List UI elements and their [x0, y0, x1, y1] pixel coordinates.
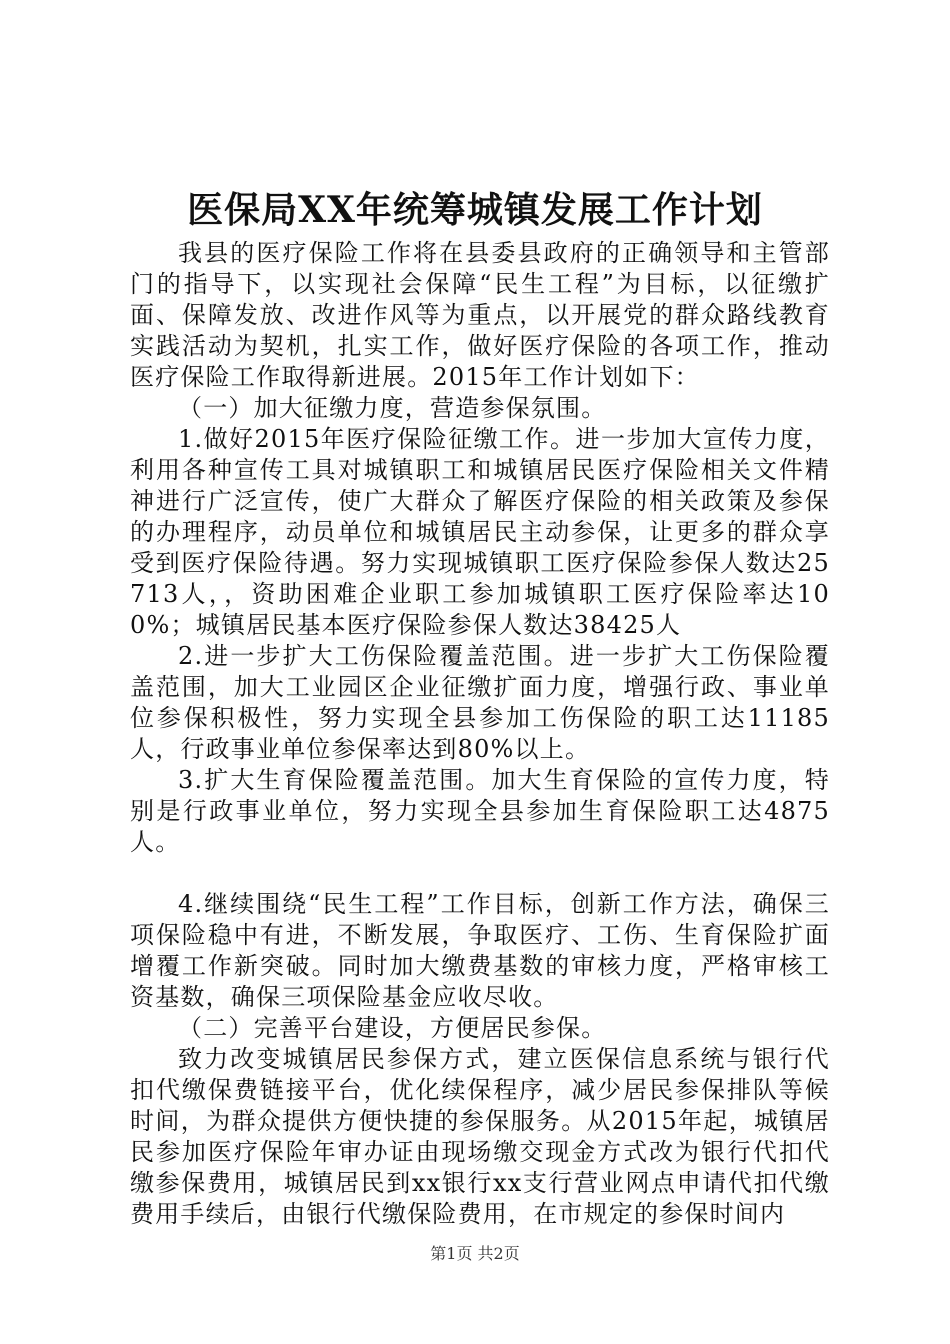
intro-paragraph: 我县的医疗保险工作将在县委县政府的正确领导和主管部门的指导下，以实现社会保障“民生工程”为目标，以征缴扩面、保障发放、改进作风等为重点，以开展党的群众路线教育实践活动为契机，扎实工作，做好医疗保险的各项工作，推动医疗保险工作取得新进展。2015年工作计划如下：: [130, 239, 830, 391]
section-heading-1: （一）加大征缴力度，营造参保氛围。: [178, 394, 607, 422]
item-paragraph-3: 3.扩大生育保险覆盖范围。加大生育保险的宣传力度，特别是行政事业单位，努力实现全县参加生育保险职工达4875人。: [130, 766, 830, 856]
item-paragraph-1: 1.做好2015年医疗保险征缴工作。进一步加大宣传力度，利用各种宣传工具对城镇职工和城镇居民医疗保险相关文件精神进行广泛宣传，使广大群众了解医疗保险的相关政策及参保的办理程序，动员单位和城镇居民主动参保，让更多的群众享受到医疗保险待遇。努力实现城镇职工医疗保险参保人数达25713人，，资助困难企业职工参加城镇职工医疗保险率达100%；城镇居民基本医疗保险参保人数达38425人: [130, 425, 830, 639]
item-paragraph-2: 2.进一步扩大工伤保险覆盖范围。进一步扩大工伤保险覆盖范围，加大工业园区企业征缴扩面力度，增强行政、事业单位参保积极性，努力实现全县参加工伤保险的职工达11185人，行政事业单位参保率达到80%以上。: [130, 642, 830, 763]
section-heading-2: （二）完善平台建设，方便居民参保。: [178, 1014, 607, 1042]
document-body: [130, 238, 830, 1230]
document-title: 医保局XX年统筹城镇发展工作计划: [187, 189, 763, 231]
item-paragraph-4: 4.继续围绕“民生工程”工作目标，创新工作方法，确保三项保险稳中有进，不断发展，争取医疗、工伤、生育保险扩面增覆工作新突破。同时加大缴费基数的审核力度，严格审核工资基数，确保三项保险基金应收尽收。: [130, 890, 830, 1011]
platform-paragraph: 致力改变城镇居民参保方式，建立医保信息系统与银行代扣代缴保费链接平台，优化续保程序，减少居民参保排队等候时间，为群众提供方便快捷的参保服务。从2015年起，城镇居民参加医疗保险年审办证由现场缴交现金方式改为银行代扣代缴参保费用，城镇居民到xx银行xx支行营业网点申请代扣代缴费用手续后，由银行代缴保险费用，在市规定的参保时间内: [130, 1045, 830, 1228]
paragraph-gap: [130, 858, 830, 889]
page-indicator: 第1页 共2页: [430, 1244, 520, 1263]
